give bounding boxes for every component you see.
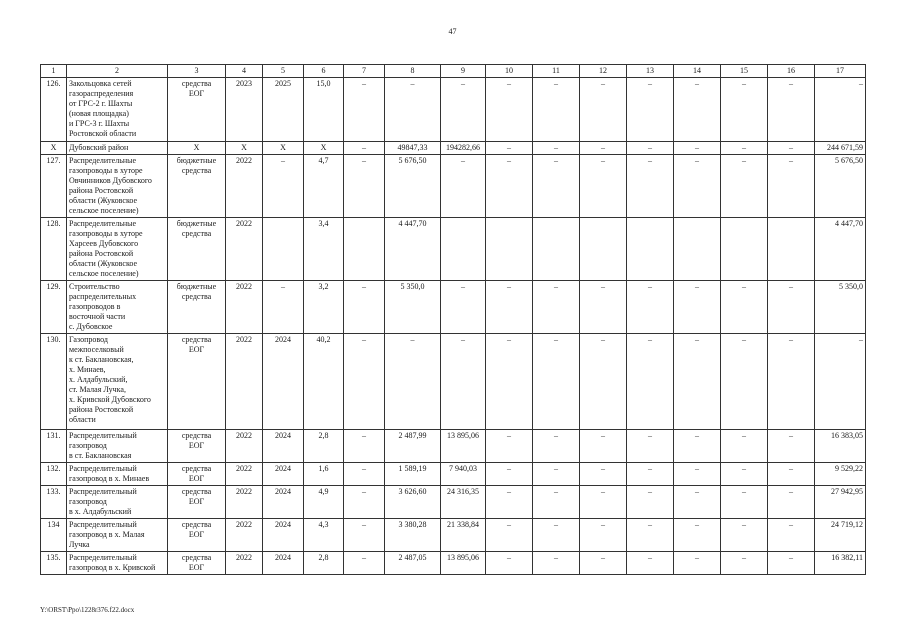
table-cell-col-7: – (344, 142, 385, 155)
table-cell-col-6: 2,8 (304, 430, 344, 463)
table-row (41, 142, 866, 155)
table-cell-col-9: 24 316,35 (441, 486, 486, 519)
table-cell-col-5: – (263, 281, 304, 334)
table-cell-col-3: бюджетные средства (168, 155, 226, 218)
table-cell-col-16: – (768, 142, 815, 155)
table-cell-col-3: средства ЕОГ (168, 463, 226, 486)
header-cell: 6 (304, 65, 344, 78)
table-cell-col-15: – (721, 281, 768, 334)
table-cell-col-14: – (674, 155, 721, 218)
table-cell-col-2: Дубовский район (67, 142, 168, 155)
table-cell-col-10: – (486, 486, 533, 519)
table-cell-col-14: – (674, 463, 721, 486)
table-cell-col-5: 2024 (263, 334, 304, 430)
table-cell-col-17: – (815, 334, 866, 430)
table-cell-col-12: – (580, 142, 627, 155)
table-cell-col-15: – (721, 463, 768, 486)
table-cell-col-11: – (533, 155, 580, 218)
table-cell-col-12: – (580, 463, 627, 486)
table-cell-col-12: – (580, 519, 627, 552)
header-cell: 8 (385, 65, 441, 78)
table-cell-col-3: бюджетные средства (168, 281, 226, 334)
table-cell-col-5: X (263, 142, 304, 155)
table-cell-col-10: – (486, 334, 533, 430)
table-cell-col-6: X (304, 142, 344, 155)
table-cell-col-1: 132. (41, 463, 67, 486)
table-cell-col-9: 21 338,84 (441, 519, 486, 552)
table-cell-col-3: средства ЕОГ (168, 430, 226, 463)
table-cell-col-13: – (627, 486, 674, 519)
table-cell-col-1: 126. (41, 78, 67, 142)
data-table (40, 64, 866, 575)
table-cell-col-12: – (580, 430, 627, 463)
table-cell-col-7 (344, 218, 385, 281)
table-cell-col-7: – (344, 78, 385, 142)
table-cell-col-3: средства ЕОГ (168, 334, 226, 430)
table-cell-col-4: 2022 (226, 486, 263, 519)
table-cell-col-9: – (441, 334, 486, 430)
table-cell-col-2: Распределительный газопровод в х. Кривской (67, 552, 168, 575)
table-cell-col-9 (441, 218, 486, 281)
table-cell-col-4: 2022 (226, 430, 263, 463)
table-cell-col-1: 129. (41, 281, 67, 334)
table-cell-col-15: – (721, 142, 768, 155)
table-cell-col-14: – (674, 430, 721, 463)
table-cell-col-17: 244 671,59 (815, 142, 866, 155)
table-cell-col-8: 1 589,19 (385, 463, 441, 486)
table-cell-col-4: 2022 (226, 155, 263, 218)
table-cell-col-4: X (226, 142, 263, 155)
table-cell-col-11: – (533, 519, 580, 552)
table-cell-col-16: – (768, 334, 815, 430)
table-cell-col-16: – (768, 463, 815, 486)
table-cell-col-15: – (721, 334, 768, 430)
table-cell-col-14 (674, 218, 721, 281)
page-number: 47 (448, 27, 457, 36)
table-cell-col-6: 40,2 (304, 334, 344, 430)
table-cell-col-16: – (768, 519, 815, 552)
table-cell-col-3: средства ЕОГ (168, 519, 226, 552)
table-cell-col-8: 5 676,50 (385, 155, 441, 218)
table-cell-col-5: 2024 (263, 552, 304, 575)
table-row (41, 218, 866, 281)
header-cell: 14 (674, 65, 721, 78)
table-cell-col-4: 2022 (226, 334, 263, 430)
table-cell-col-15: – (721, 486, 768, 519)
table-cell-col-5: – (263, 155, 304, 218)
table-cell-col-2: Распределительный газопровод в х. Алдабульский (67, 486, 168, 519)
header-cell: 1 (41, 65, 67, 78)
table-cell-col-9: 194282,66 (441, 142, 486, 155)
table-cell-col-10: – (486, 519, 533, 552)
table-row (41, 334, 866, 430)
table-cell-col-17: 16 383,05 (815, 430, 866, 463)
table-cell-col-5: 2024 (263, 486, 304, 519)
table-cell-col-13: – (627, 142, 674, 155)
table-cell-col-12: – (580, 334, 627, 430)
table-header-row (41, 65, 866, 78)
table-cell-col-17: – (815, 78, 866, 142)
table-row (41, 486, 866, 519)
table-row (41, 430, 866, 463)
table-cell-col-11 (533, 218, 580, 281)
table-cell-col-14: – (674, 486, 721, 519)
table-cell-col-1: X (41, 142, 67, 155)
table-cell-col-17: 27 942,95 (815, 486, 866, 519)
table-cell-col-16: – (768, 552, 815, 575)
table-cell-col-17: 16 382,11 (815, 552, 866, 575)
table-cell-col-12: – (580, 486, 627, 519)
table-cell-col-5 (263, 218, 304, 281)
table-cell-col-1: 134 (41, 519, 67, 552)
table-cell-col-3: средства ЕОГ (168, 486, 226, 519)
table-cell-col-15: – (721, 519, 768, 552)
table-cell-col-14: – (674, 142, 721, 155)
table-cell-col-1: 130. (41, 334, 67, 430)
table-cell-col-14: – (674, 78, 721, 142)
table-cell-col-14: – (674, 552, 721, 575)
table-cell-col-2: Газопровод межпоселковый к ст. Баклановская, х. Минаев, х. Алдабульский, ст. Малая Лучка, х. Кривской Дубовского района Ростовской области (67, 334, 168, 430)
table-cell-col-4: 2022 (226, 281, 263, 334)
table-cell-col-13: – (627, 78, 674, 142)
table-cell-col-11: – (533, 142, 580, 155)
table-cell-col-12: – (580, 552, 627, 575)
table-cell-col-10: – (486, 281, 533, 334)
table-cell-col-7: – (344, 334, 385, 430)
table-cell-col-8: 2 487,99 (385, 430, 441, 463)
table-cell-col-5: 2024 (263, 519, 304, 552)
table-cell-col-7: – (344, 486, 385, 519)
table-row (41, 519, 866, 552)
table-cell-col-13: – (627, 155, 674, 218)
table-cell-col-8: 3 380,28 (385, 519, 441, 552)
header-cell: 15 (721, 65, 768, 78)
table-cell-col-8: – (385, 334, 441, 430)
table-cell-col-9: – (441, 155, 486, 218)
table-cell-col-5: 2024 (263, 463, 304, 486)
table-cell-col-1: 135. (41, 552, 67, 575)
table-cell-col-8: 49847,33 (385, 142, 441, 155)
table-cell-col-6: 4,7 (304, 155, 344, 218)
table-cell-col-17: 9 529,22 (815, 463, 866, 486)
table-cell-col-3: средства ЕОГ (168, 78, 226, 142)
table-cell-col-6: 2,8 (304, 552, 344, 575)
header-cell: 7 (344, 65, 385, 78)
table-cell-col-4: 2022 (226, 552, 263, 575)
table-cell-col-7: – (344, 430, 385, 463)
table-cell-col-8: 3 626,60 (385, 486, 441, 519)
table-cell-col-15: – (721, 552, 768, 575)
table-cell-col-13: – (627, 519, 674, 552)
table-cell-col-14: – (674, 281, 721, 334)
table-cell-col-5: 2024 (263, 430, 304, 463)
header-cell: 13 (627, 65, 674, 78)
table-cell-col-1: 133. (41, 486, 67, 519)
table-cell-col-8: – (385, 78, 441, 142)
table-cell-col-12: – (580, 155, 627, 218)
table-cell-col-2: Закольцовка сетей газораспределения от ГРС-2 г. Шахты (новая площадка) и ГРС-3 г. Шахты Ростовской области (67, 78, 168, 142)
table-cell-col-1: 131. (41, 430, 67, 463)
table-cell-col-2: Распределительный газопровод в х. Минаев (67, 463, 168, 486)
table-cell-col-1: 127. (41, 155, 67, 218)
table-cell-col-6: 1,6 (304, 463, 344, 486)
table-cell-col-12: – (580, 78, 627, 142)
table-cell-col-11: – (533, 463, 580, 486)
table-row (41, 281, 866, 334)
table-cell-col-3: X (168, 142, 226, 155)
header-cell: 3 (168, 65, 226, 78)
table-cell-col-13: – (627, 334, 674, 430)
header-cell: 5 (263, 65, 304, 78)
table-cell-col-6: 15,0 (304, 78, 344, 142)
table-cell-col-7: – (344, 519, 385, 552)
table-cell-col-3: средства ЕОГ (168, 552, 226, 575)
table-cell-col-16: – (768, 486, 815, 519)
table-cell-col-5: 2025 (263, 78, 304, 142)
table-cell-col-10: – (486, 78, 533, 142)
table-cell-col-1: 128. (41, 218, 67, 281)
table-cell-col-15: – (721, 430, 768, 463)
table-cell-col-2: Распределительный газопровод в ст. Баклановская (67, 430, 168, 463)
table-cell-col-6: 4,3 (304, 519, 344, 552)
table-cell-col-13: – (627, 463, 674, 486)
table-cell-col-10 (486, 218, 533, 281)
table-cell-col-17: 24 719,12 (815, 519, 866, 552)
header-cell: 2 (67, 65, 168, 78)
table-cell-col-11: – (533, 334, 580, 430)
table-cell-col-6: 3,2 (304, 281, 344, 334)
table-cell-col-13: – (627, 281, 674, 334)
table-cell-col-4: 2022 (226, 218, 263, 281)
table-cell-col-7: – (344, 155, 385, 218)
table-cell-col-17: 5 350,0 (815, 281, 866, 334)
header-cell: 17 (815, 65, 866, 78)
header-cell: 12 (580, 65, 627, 78)
table-cell-col-15: – (721, 155, 768, 218)
table-cell-col-12 (580, 218, 627, 281)
table-cell-col-4: 2023 (226, 78, 263, 142)
table-cell-col-11: – (533, 78, 580, 142)
table-cell-col-15: – (721, 78, 768, 142)
table-cell-col-17: 4 447,70 (815, 218, 866, 281)
table-cell-col-13: – (627, 430, 674, 463)
table-cell-col-8: 4 447,70 (385, 218, 441, 281)
table-cell-col-2: Распределительные газопроводы в хуторе Овчинников Дубовского района Ростовской области (Жуковское сельское поселение) (67, 155, 168, 218)
table-cell-col-16: – (768, 78, 815, 142)
table-cell-col-16 (768, 218, 815, 281)
table-row (41, 78, 866, 142)
table-row (41, 155, 866, 218)
table-cell-col-17: 5 676,50 (815, 155, 866, 218)
table-cell-col-11: – (533, 281, 580, 334)
header-cell: 4 (226, 65, 263, 78)
table-cell-col-11: – (533, 430, 580, 463)
table-cell-col-8: 2 487,05 (385, 552, 441, 575)
table-row (41, 463, 866, 486)
table-cell-col-7: – (344, 552, 385, 575)
table-cell-col-10: – (486, 552, 533, 575)
table-cell-col-14: – (674, 334, 721, 430)
header-cell: 16 (768, 65, 815, 78)
table-cell-col-14: – (674, 519, 721, 552)
table-cell-col-4: 2022 (226, 463, 263, 486)
table-cell-col-11: – (533, 552, 580, 575)
table-cell-col-9: – (441, 281, 486, 334)
table-cell-col-7: – (344, 281, 385, 334)
table-cell-col-7: – (344, 463, 385, 486)
table-cell-col-4: 2022 (226, 519, 263, 552)
table-cell-col-10: – (486, 142, 533, 155)
header-cell: 10 (486, 65, 533, 78)
header-cell: 9 (441, 65, 486, 78)
table-cell-col-16: – (768, 430, 815, 463)
table-cell-col-9: 7 940,03 (441, 463, 486, 486)
table-cell-col-10: – (486, 430, 533, 463)
table-cell-col-11: – (533, 486, 580, 519)
table-cell-col-6: 4,9 (304, 486, 344, 519)
table-cell-col-10: – (486, 463, 533, 486)
table-cell-col-6: 3,4 (304, 218, 344, 281)
table-cell-col-9: 13 895,06 (441, 552, 486, 575)
table-cell-col-12: – (580, 281, 627, 334)
table-cell-col-3: бюджетные средства (168, 218, 226, 281)
table-row (41, 552, 866, 575)
table-cell-col-13: – (627, 552, 674, 575)
table-cell-col-9: 13 895,06 (441, 430, 486, 463)
table-cell-col-10: – (486, 155, 533, 218)
table-cell-col-2: Распределительный газопровод в х. Малая Лучка (67, 519, 168, 552)
table-cell-col-16: – (768, 155, 815, 218)
header-cell: 11 (533, 65, 580, 78)
table-cell-col-8: 5 350,0 (385, 281, 441, 334)
table-cell-col-2: Распределительные газопроводы в хуторе Харсеев Дубовского района Ростовской области (Жуковское сельское поселение) (67, 218, 168, 281)
table-cell-col-9: – (441, 78, 486, 142)
file-path-footer: Y:\ORST\Ppo\1228r376.f22.docx (40, 606, 135, 614)
table-cell-col-15 (721, 218, 768, 281)
table-cell-col-16: – (768, 281, 815, 334)
table-cell-col-2: Строительство распределительных газопроводов в восточной части с. Дубовское (67, 281, 168, 334)
table-cell-col-13 (627, 218, 674, 281)
